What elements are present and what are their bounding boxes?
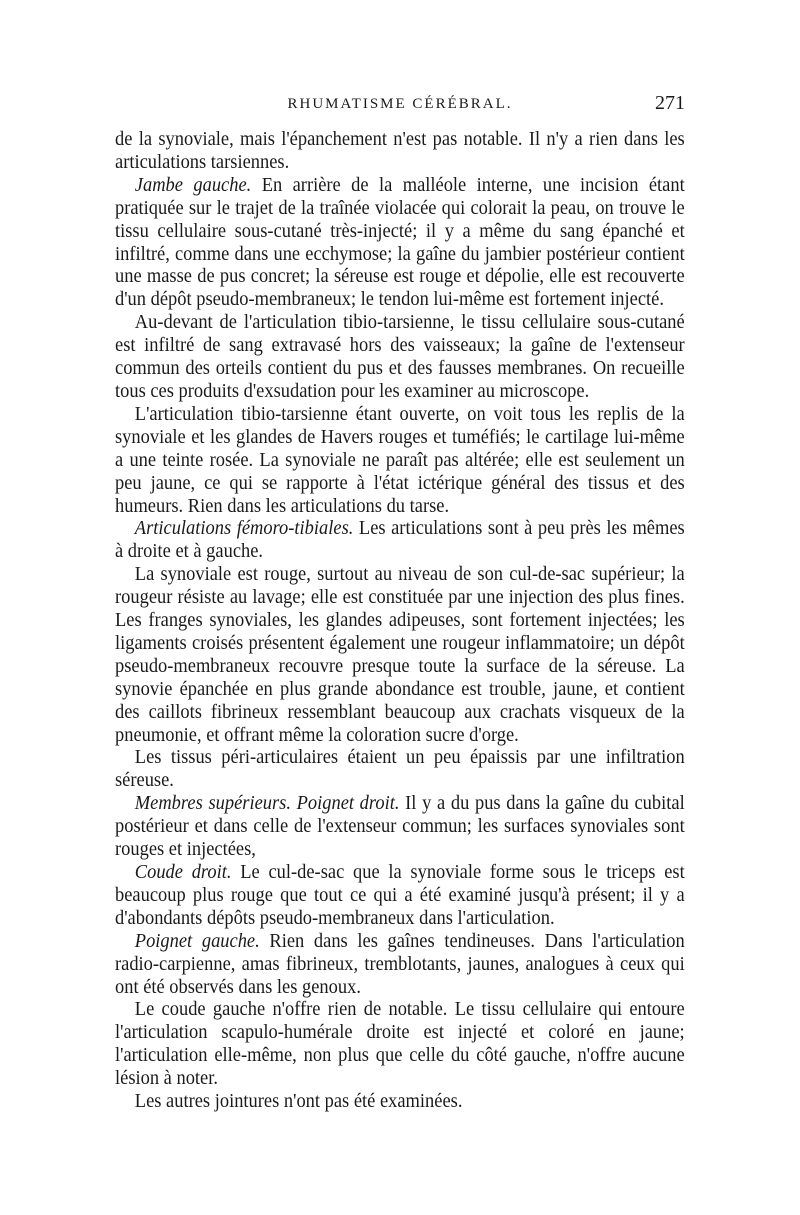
page-header <box>115 92 685 116</box>
paragraph: La synoviale est rouge, surtout au niveau de son cul-de-sac supérieur; la rougeur résiste au lavage; elle est constituée par une injection des plus fines. Les franges synoviales, les glandes adipeuses, sont fortement injectées; les ligaments croisés présentent également une rougeur inflammatoire; un dépôt pseudo-membraneux recouvre presque toute la surface de la séreuse. La synovie épanchée en plus grande abondance est trouble, jaune, et contient des caillots fibrineux ressemblant beaucoup aux crachats visqueux de la pneumonie, et offrant même la coloration sucre d'orge. <box>115 563 685 746</box>
paragraph: Coude droit. Le cul-de-sac que la synoviale forme sous le triceps est beaucoup plus rouge que tout ce qui a été examiné jusqu'à présent; il y a d'abondants dépôts pseudo-membraneux dans l'articulation. <box>115 861 685 929</box>
paragraph: Membres supérieurs. Poignet droit. Il y a du pus dans la gaîne du cubital postérieur et dans celle de l'extenseur commun; les surfaces synoviales sont rouges et injectées, <box>115 792 685 861</box>
page-number: 271 <box>655 92 685 114</box>
section-lead: Poignet gauche. <box>134 929 260 952</box>
paragraph: L'articulation tibio-tarsienne étant ouverte, on voit tous les replis de la synoviale et les glandes de Havers rouges et tuméfiés; le cartilage lui-même a une teinte rosée. La synoviale ne paraît pas altérée; elle est seulement un peu jaune, ce qui se rapporte à l'état ictérique général des tissus et des humeurs. Rien dans les articulations du tarse. <box>115 402 685 517</box>
section-lead: Coude droit. <box>134 861 232 883</box>
paragraph: Poignet gauche. Rien dans les gaînes tendineuses. Dans l'articulation radio-carpienne, amas fibrineux, tremblotants, jaunes, analogues à ceux qui ont été observés dans les genoux. <box>115 929 685 998</box>
paragraph: Au-devant de l'articulation tibio-tarsienne, le tissu cellulaire sous-cutané est infiltré de sang extravasé hors des vaisseaux; la gaîne de l'extenseur commun des orteils contient du pus et des fausses membranes. On recueille tous ces produits d'exsudation pour les examiner au microscope. <box>115 311 685 402</box>
running-title: RHUMATISME CÉRÉBRAL. <box>287 96 513 112</box>
body-text <box>115 128 685 1113</box>
section-lead: Membres supérieurs. Poignet droit. <box>134 792 400 815</box>
paragraph: Jambe gauche. En arrière de la malléole interne, une incision étant pratiquée sur le trajet de la traînée violacée qui colorait la peau, on trouve le tissu cellulaire sous-cutané très-injecté; il y a même du sang épanché et infiltré, comme dans une ecchymose; la gaîne du jambier postérieur contient une masse de pus concret; la séreuse est rouge et dépolie, elle est recouverte d'un dépôt pseudo-membraneux; le tendon lui-même est fortement injecté. <box>115 173 685 311</box>
paragraph: Les autres jointures n'ont pas été examinées. <box>134 1090 463 1113</box>
paragraph: Les tissus péri-articulaires étaient un peu épaissis par une infiltration séreuse. <box>115 746 685 792</box>
paragraph: de la synoviale, mais l'épanchement n'est pas notable. Il n'y a rien dans les articulations tarsiennes. <box>115 128 685 173</box>
section-lead: Articulations fémoro-tibiales. <box>134 517 354 540</box>
paragraph: Articulations fémoro-tibiales. Les articulations sont à peu près les mêmes à droite et à gauche. <box>115 517 685 563</box>
section-lead: Jambe gauche. <box>134 173 252 196</box>
paragraph: Le coude gauche n'offre rien de notable. Le tissu cellulaire qui entoure l'articulation scapulo-humérale droite est injecté et coloré en jaune; l'articulation elle-même, non plus que celle du côté gauche, n'offre aucune lésion à noter. <box>115 998 685 1090</box>
